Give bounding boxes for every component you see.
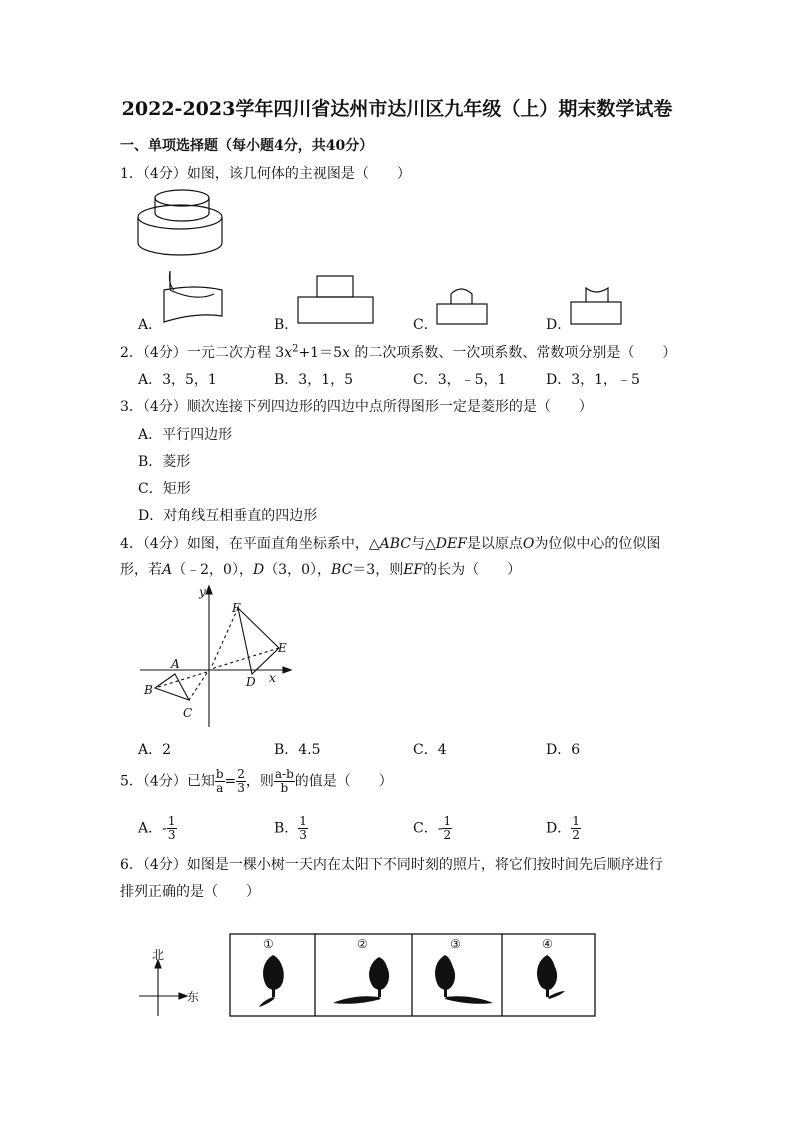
q4-text-2d: ＝3，则 <box>352 562 404 578</box>
q5-d-num: 1 <box>572 814 580 828</box>
q6-east-label: 东 <box>187 990 200 1004</box>
q6-tree-4 <box>537 955 565 999</box>
q6-panel-4-label: ④ <box>542 937 553 951</box>
q6-panel-2-label: ② <box>357 937 368 951</box>
q2-option-a: A．3，5，1 <box>138 372 217 388</box>
q4-triangle-abc: ABC <box>379 536 411 552</box>
q4-label-d: D <box>246 675 256 689</box>
q5-d-fraction <box>571 815 581 842</box>
q4-option-a: A．2 <box>138 742 172 758</box>
q4-triangle-def: DEF <box>435 536 467 552</box>
q4-label-e: E <box>278 641 287 655</box>
q4-segment-bc: BC <box>331 562 353 578</box>
q4-stem-line1 <box>120 533 660 553</box>
q4-label-a: A <box>171 657 180 671</box>
q5-option-a <box>138 815 177 842</box>
q5-c-num: 1 <box>443 814 452 828</box>
q4-text-2a: 形，若 <box>120 562 162 578</box>
q1-option-c-label: C． <box>413 317 438 333</box>
q1-option-a-label: A． <box>138 317 163 333</box>
q4-text-1c: 是以原点 <box>466 536 523 552</box>
q5-option-c <box>413 815 452 842</box>
q5-a-den: 3 <box>167 828 176 842</box>
q3-option-c: C．矩形 <box>138 481 191 497</box>
q2-var-x2: x <box>342 345 350 361</box>
q1-option-b-figure <box>297 275 375 325</box>
q4-option-b: B．4.5 <box>274 742 321 758</box>
q6-tree-3 <box>435 955 493 1004</box>
q5-d-label: D． <box>546 820 572 837</box>
q5-c-label: C． <box>413 820 438 837</box>
q4-text-2e: 的长为（ ） <box>423 562 522 578</box>
q1-option-c-figure <box>436 280 490 326</box>
q2-stem <box>120 342 676 362</box>
q5-f2-num: 2 <box>237 767 245 781</box>
q1-solid-figure <box>130 183 230 263</box>
q6-photo-strip <box>229 933 597 1018</box>
q6-compass <box>135 950 205 1020</box>
q4-text-1b: 与△ <box>410 536 436 552</box>
q6-panel-3-label: ③ <box>450 937 461 951</box>
q5-a-label: A． <box>138 820 163 837</box>
q5-f3-den: b <box>280 781 289 795</box>
q5-f1-num: b <box>215 767 224 781</box>
q6-panel-1-label: ① <box>263 937 274 951</box>
q4-point-d: D <box>252 562 265 578</box>
q6-tree-2 <box>333 957 389 1004</box>
q3-stem: 3．（4分）顺次连接下列四边形的四边中点所得图形一定是菱形的是（ ） <box>120 399 593 415</box>
q5-text-mid: ，则 <box>245 773 274 790</box>
q4-label-x: x <box>269 671 276 685</box>
q4-option-c: C．4 <box>413 742 447 758</box>
q2-stem-pre: 2．（4分）一元二次方程 3 <box>120 345 285 361</box>
q5-a-num: 1 <box>167 814 176 828</box>
q3-option-d: D．对角线互相垂直的四边形 <box>138 508 318 524</box>
q2-option-c: C．3，﹣5，1 <box>413 372 507 388</box>
q4-point-o: O <box>522 536 535 552</box>
q5-b-num: 1 <box>299 814 307 828</box>
q3-option-a: A．平行四边形 <box>138 427 233 443</box>
q5-text-post: 的值是（ ） <box>294 773 393 790</box>
q2-option-d: D．3，1，﹣5 <box>546 372 640 388</box>
q2-option-b: B．3，1，5 <box>274 372 354 388</box>
q1-stem: 1．（4分）如图，该几何体的主视图是（ ） <box>120 166 411 182</box>
q6-north-label: 北 <box>152 948 165 962</box>
page-title: 2022-2023学年四川省达州市达川区九年级（上）期末数学试卷 <box>121 98 673 120</box>
q1-option-d-figure <box>570 284 624 326</box>
q5-c-sign: - <box>437 820 443 837</box>
section-heading: 一、单项选择题（每小题4分，共40分） <box>120 138 374 154</box>
q4-text-1d: 为位似中心的位似图 <box>534 536 661 552</box>
q5-fraction-b-over-a <box>215 768 225 795</box>
q6-tree-1 <box>259 955 284 1007</box>
q2-var-x: x <box>284 345 293 361</box>
q5-f3-num: a-b <box>274 767 294 781</box>
q2-stem-mid: +1＝5 <box>298 345 342 361</box>
q4-segment-ef: EF <box>403 562 424 578</box>
q4-coordinate-figure <box>135 582 295 732</box>
q5-equals: = <box>224 773 237 790</box>
q5-option-d <box>546 815 581 842</box>
q4-option-d: D．6 <box>546 742 581 758</box>
q5-option-b <box>274 815 308 842</box>
q5-c-fraction <box>442 815 452 842</box>
q4-text-1a: 4．（4分）如图，在平面直角坐标系中，△ <box>120 536 380 552</box>
q5-b-fraction <box>298 815 308 842</box>
q5-b-den: 3 <box>299 828 307 842</box>
q1-option-b-label: B． <box>274 317 299 333</box>
q1-option-d-label: D． <box>546 317 572 333</box>
q5-a-fraction <box>167 815 177 842</box>
q4-label-y: y <box>199 585 206 599</box>
q4-label-f: F <box>232 601 241 615</box>
q1-option-a-figure <box>160 268 226 326</box>
q5-c-den: 2 <box>443 828 452 842</box>
q2-exponent: 2 <box>292 343 299 355</box>
q4-label-b: B <box>144 683 153 697</box>
q5-a-sign: - <box>162 820 167 837</box>
q5-f1-den: a <box>216 781 224 795</box>
q3-option-b: B．菱形 <box>138 454 191 470</box>
q4-text-2c: （3，0）， <box>264 562 332 578</box>
q5-fraction-2-over-3 <box>236 768 246 795</box>
q6-stem-line2: 排列正确的是（ ） <box>120 884 260 900</box>
q5-d-den: 2 <box>572 828 580 842</box>
q5-stem <box>120 768 393 795</box>
q5-b-label: B． <box>274 820 299 837</box>
q2-stem-post: 的二次项系数、一次项系数、常数项分别是（ ） <box>349 345 677 361</box>
q4-text-2b: （﹣2，0）， <box>172 562 253 578</box>
q5-text-pre: 5．（4分）已知 <box>120 773 215 790</box>
q5-fraction-amb-over-b <box>274 768 295 795</box>
q6-stem-line1: 6．（4分）如图是一棵小树一天内在太阳下不同时刻的照片，将它们按时间先后顺序进行 <box>120 857 663 873</box>
q5-f2-den: 3 <box>237 781 245 795</box>
q4-point-a: A <box>162 562 173 578</box>
q4-stem-line2 <box>120 559 521 579</box>
q4-label-c: C <box>183 706 193 720</box>
